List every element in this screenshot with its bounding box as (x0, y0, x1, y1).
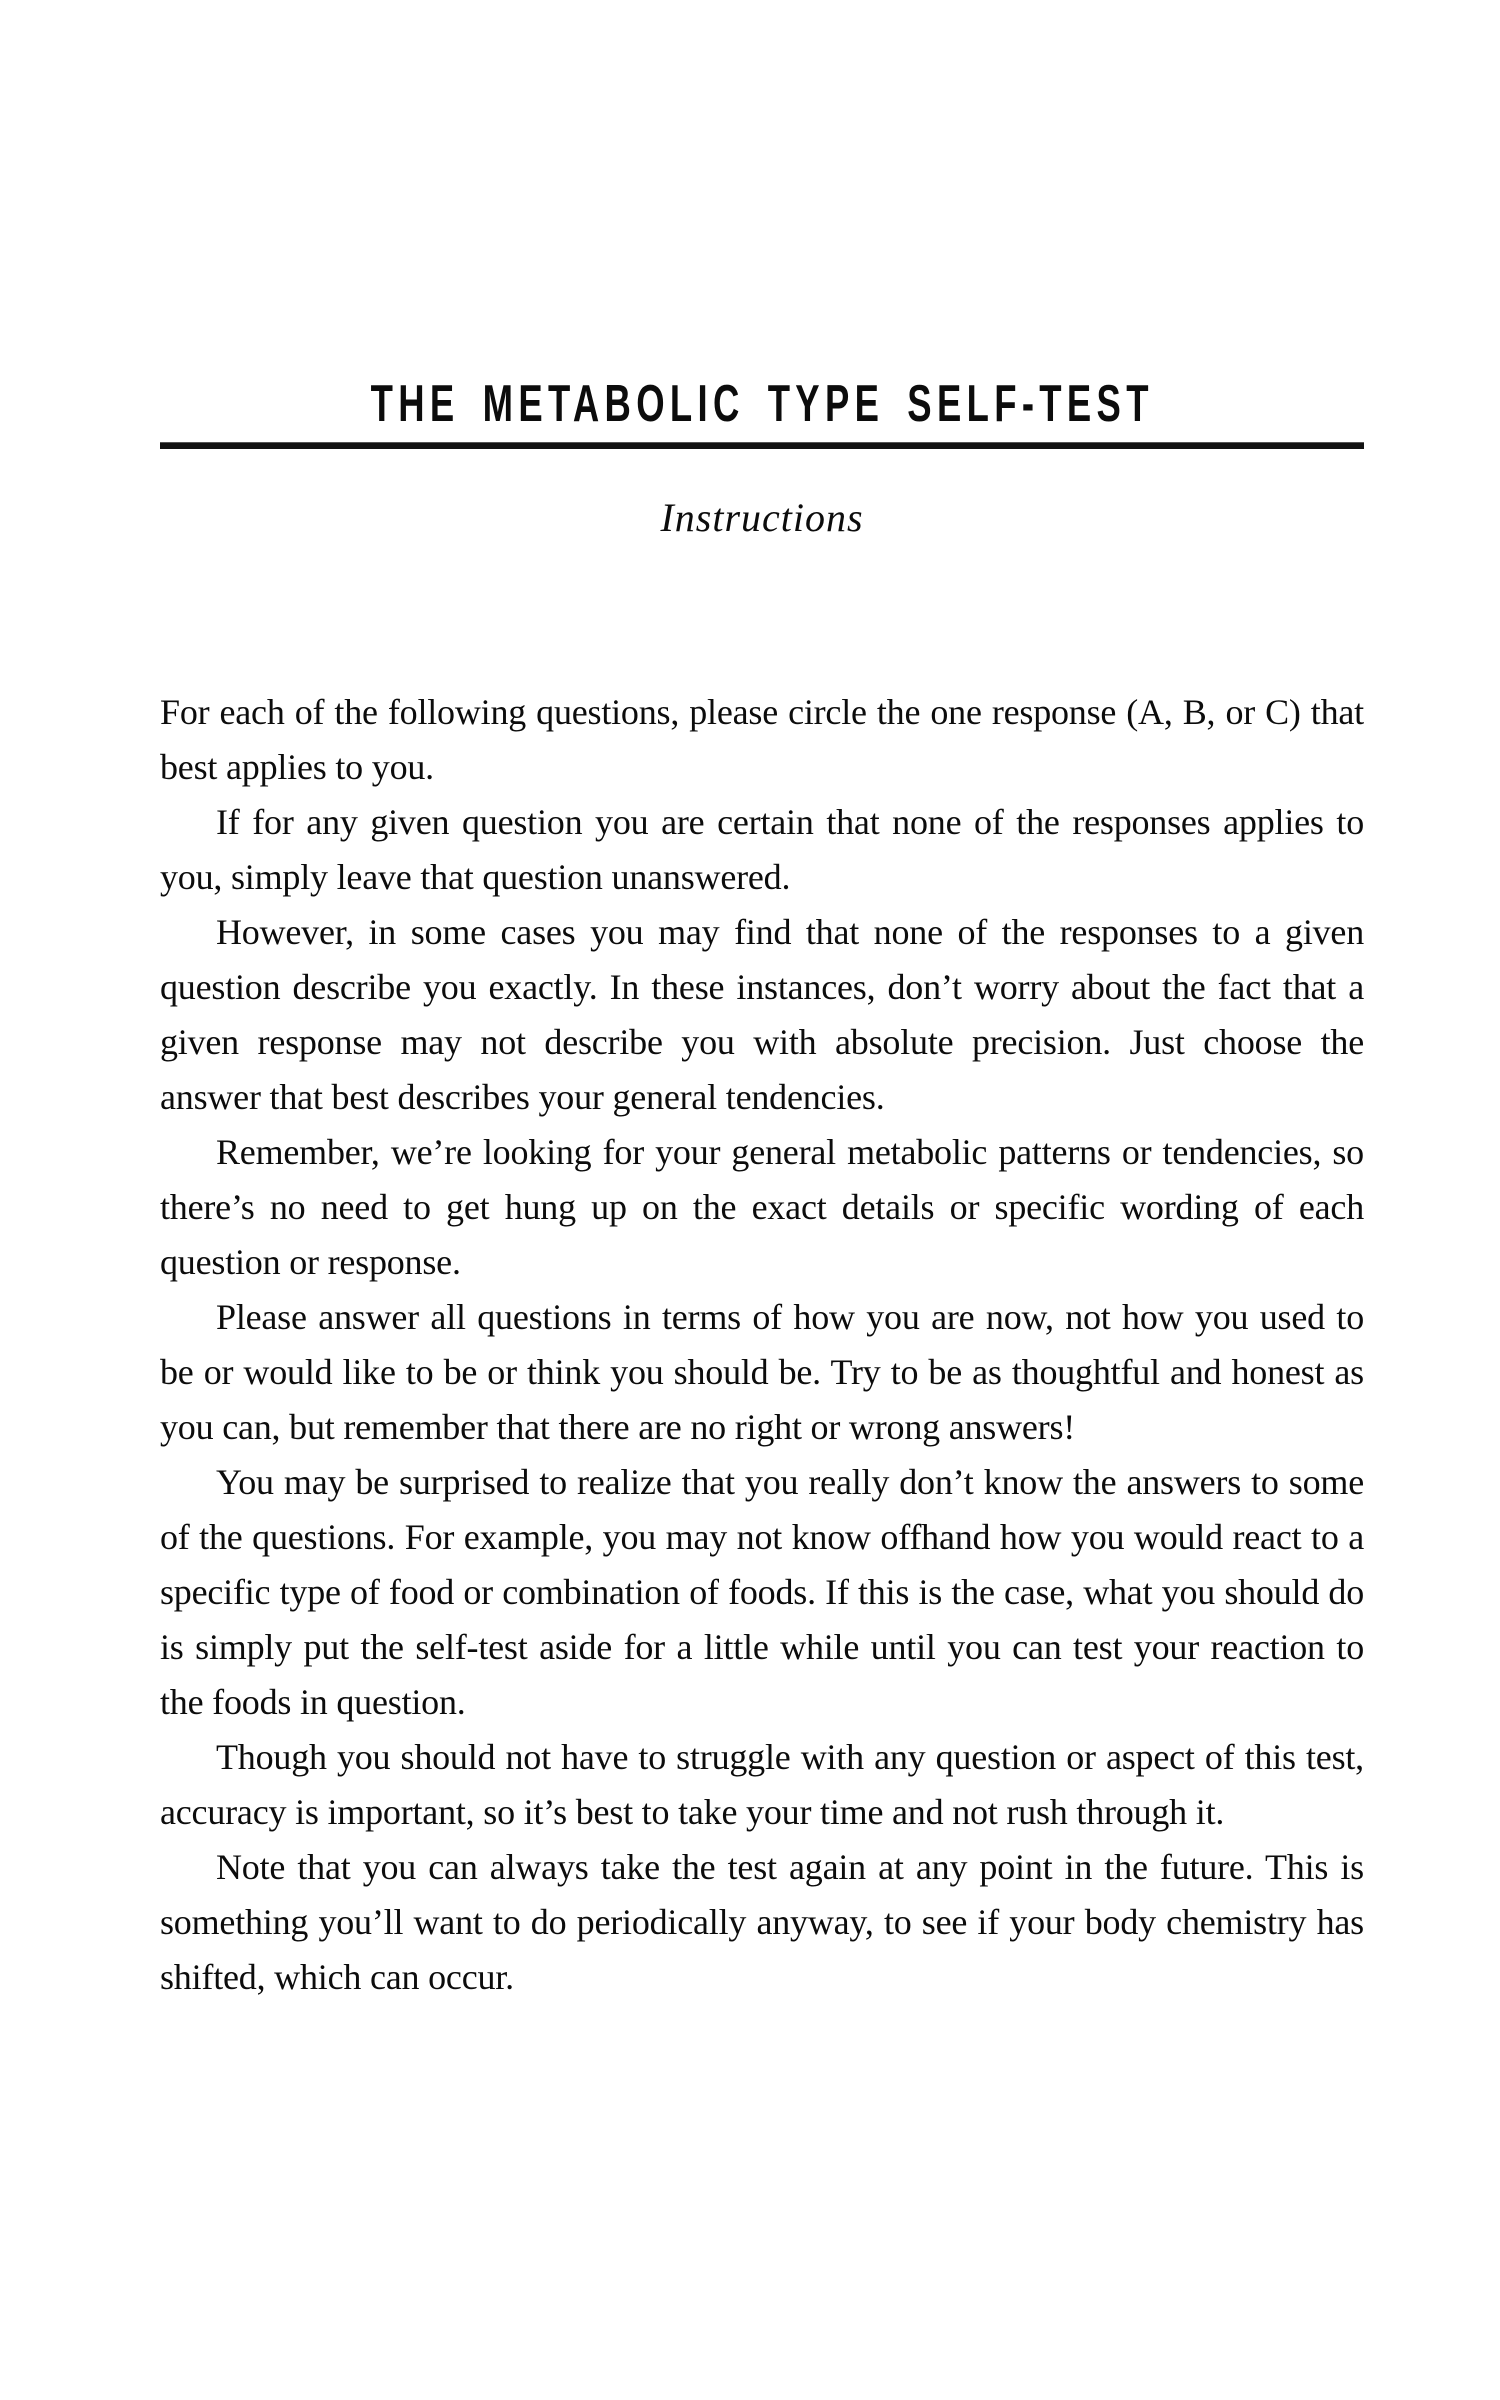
section-subtitle: Instructions (660, 495, 864, 540)
text-block (160, 0, 1364, 2005)
page-title-text: THE METABOLIC TYPE SELF-TEST (370, 375, 1154, 434)
paragraph: For each of the following questions, please circle the one response (A, B, or C) that best applies to you. (160, 692, 1364, 787)
paragraph: Please answer all questions in terms of how you are now, not how you used to be or would like to be or think you should be. Try to be as thoughtful and honest as you can, but remember that there are no right or wrong answers! (160, 1297, 1364, 1447)
paragraph: Though you should not have to struggle with any question or aspect of this test, accuracy is important, so it’s best to take your time and not rush through it. (160, 1737, 1364, 1832)
title-rule (160, 442, 1364, 449)
paragraph: If for any given question you are certain that none of the responses applies to you, simply leave that question unanswered. (160, 802, 1364, 897)
paragraph: However, in some cases you may find that none of the responses to a given question describe you exactly. In these instances, don’t worry about the fact that a given response may not describe you with absolute precision. Just choose the answer that best describes your general tendencies. (160, 912, 1364, 1117)
paragraph: You may be surprised to realize that you really don’t know the answers to some of the questions. For example, you may not know offhand how you would react to a specific type of food or combination of foods. If this is the case, what you should do is simply put the self-test aside for a little while until you can test your reaction to the foods in question. (160, 1462, 1364, 1722)
paragraph: Remember, we’re looking for your general metabolic patterns or tendencies, so there’s no need to get hung up on the exact details or specific wording of each question or response. (160, 1132, 1364, 1282)
page-title (160, 375, 1364, 434)
paragraph: Note that you can always take the test again at any point in the future. This is something you’ll want to do periodically anyway, to see if your body chemistry has shifted, which can occur. (160, 1847, 1364, 1997)
body-text (160, 685, 1364, 2005)
